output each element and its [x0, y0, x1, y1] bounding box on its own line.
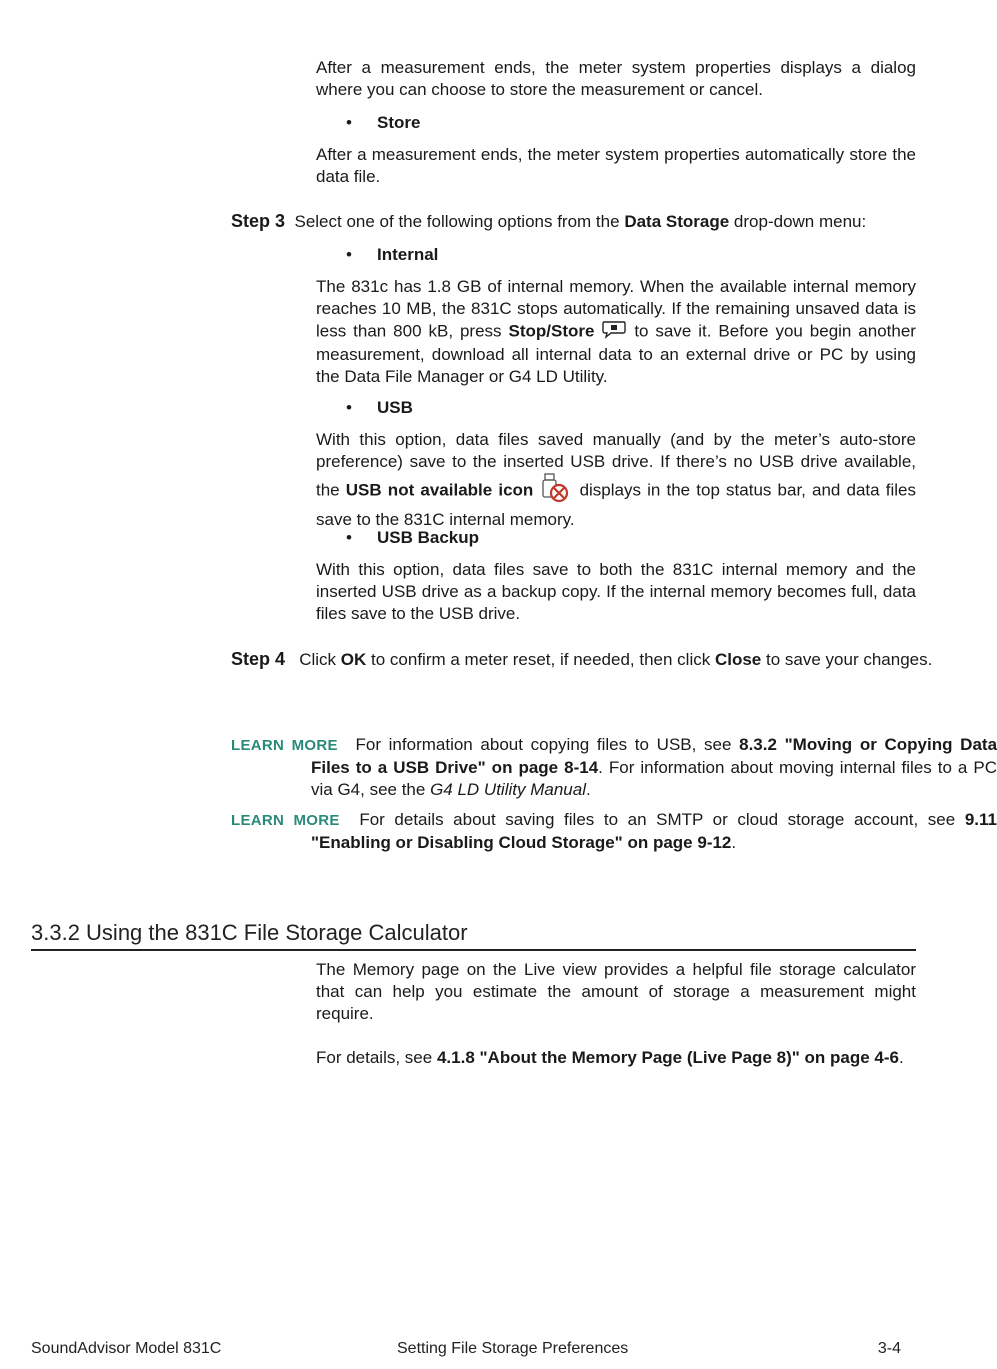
step-3	[231, 210, 917, 233]
learn-more-tag: LEARN MORE	[231, 737, 338, 754]
step-4-label: Step 4	[231, 649, 286, 669]
step-3-data-storage: Data Storage	[624, 212, 730, 231]
paragraph-internal	[316, 276, 916, 388]
bullet-dot: •	[346, 113, 352, 132]
bullet-internal-label: Internal	[377, 245, 439, 264]
bullet-store-label: Store	[377, 113, 421, 132]
details-link[interactable]: 4.1.8 "About the Memory Page (Live Page 8)" on page 4-6	[436, 1048, 899, 1067]
bullet-dot: •	[346, 528, 352, 547]
step-3-text-before: Select one of the following options from the	[294, 212, 620, 231]
learn-more-cloud	[231, 809, 997, 854]
learn-more-2-link[interactable]: 9.11 "Enabling or Disabling Cloud Storage" on page 9-12	[311, 810, 997, 852]
learn-more-2-text-2: .	[731, 833, 737, 852]
bullet-dot: •	[346, 245, 352, 264]
learn-more-1-link[interactable]: 8.3.2 "Moving or Copying Data Files to a USB Drive" on page 8-14	[311, 735, 997, 777]
step-4-ok: OK	[340, 650, 367, 669]
stop-store-label: Stop/Store	[508, 321, 595, 341]
learn-more-usb	[231, 734, 997, 801]
footer-center: Setting File Storage Preferences	[397, 1340, 629, 1357]
paragraph-details	[316, 1047, 916, 1069]
details-text-1: For details, see	[316, 1048, 433, 1067]
bullet-usb-backup-label: USB Backup	[377, 528, 480, 547]
paragraph-store: After a measurement ends, the meter system properties automatically store the data file.	[316, 145, 916, 186]
paragraph-memory: The Memory page on the Live view provides a helpful file storage calculator that can help you estimate the amount of storage a measurement might require.	[316, 960, 916, 1023]
usb-not-available-icon	[539, 473, 573, 509]
details-text-2: .	[898, 1048, 904, 1067]
step-4	[231, 648, 997, 671]
step-4-text-1: Click	[299, 650, 337, 669]
stop-store-icon	[601, 320, 627, 344]
usb-text-2: displays in the top status bar, and data files save to the 831C internal memory.	[316, 480, 916, 529]
learn-more-1-text-2: . For information about moving internal files to a PC via G4, see the	[311, 758, 997, 799]
bullet-store	[346, 112, 420, 134]
bullet-usb-backup	[346, 527, 479, 549]
bullet-internal	[346, 244, 438, 266]
learn-more-2-text-1: For details about saving files to an SMTP or cloud storage account, see	[359, 810, 956, 829]
step-3-label: Step 3	[231, 211, 286, 231]
internal-text-1: The 831c has 1.8 GB of internal memory. When the available internal memory reaches 10 MB, the 831C stops automatically. If the remaining unsaved data is less than 800 kB, press	[316, 277, 916, 341]
learn-more-1-manual: G4 LD Utility Manual	[430, 780, 586, 799]
step-4-text-3: to save your changes.	[766, 650, 933, 669]
section-title: 3.3.2 Using the 831C File Storage Calculator	[31, 918, 916, 951]
footer-page-number: 3-4	[877, 1340, 901, 1357]
bullet-usb-label: USB	[377, 398, 413, 417]
paragraph-usb-backup: With this option, data files save to both the 831C internal memory and the inserted USB drive as a backup copy. If the internal memory becomes full, data files save to the USB drive.	[316, 560, 916, 623]
paragraph-prompt: After a measurement ends, the meter system properties displays a dialog where you can choose to store the measurement or cancel.	[316, 58, 916, 99]
internal-text-2: to save it. Before you begin another measurement, download all internal data to an external drive or PC by using the Data File Manager or G4 LD Utility.	[316, 321, 916, 386]
bullet-usb	[346, 397, 413, 419]
step-4-text-2: to confirm a meter reset, if needed, then click	[371, 650, 711, 669]
learn-more-tag: LEARN MORE	[231, 812, 340, 829]
usb-not-available-label: USB not available icon	[345, 480, 534, 500]
step-4-close: Close	[714, 650, 762, 669]
footer-left: SoundAdvisor Model 831C	[31, 1340, 222, 1357]
usb-text-1: With this option, data files saved manually (and by the meter’s auto-store preference) save to the inserted USB drive. If there’s no USB drive available, the	[316, 430, 916, 500]
step-3-text-after: drop-down menu:	[733, 212, 867, 231]
paragraph-usb	[316, 429, 916, 531]
learn-more-1-text-3: .	[585, 780, 591, 799]
learn-more-1-text-1: For information about copying files to USB, see	[355, 735, 732, 754]
bullet-dot: •	[346, 398, 352, 417]
